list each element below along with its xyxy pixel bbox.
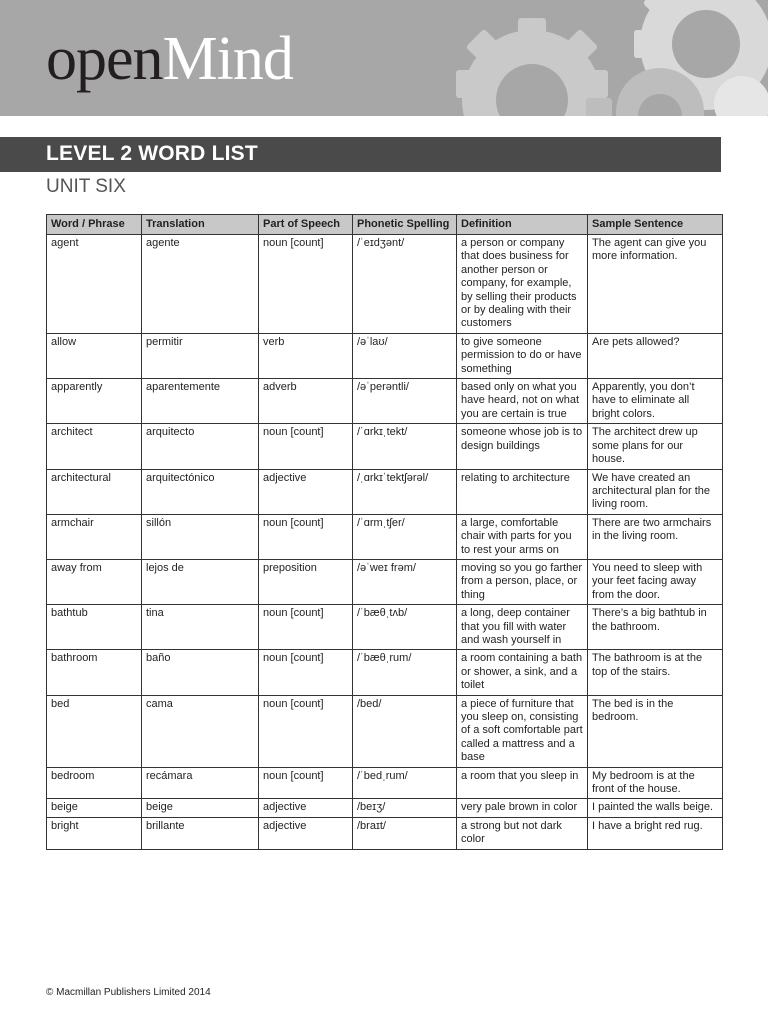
table-row (47, 235, 723, 334)
table-row (47, 424, 723, 469)
part-of-speech-cell: preposition (259, 559, 353, 604)
part-of-speech-cell: adjective (259, 469, 353, 514)
translation-cell: cama (142, 695, 259, 767)
table-row (47, 605, 723, 650)
translation-cell: arquitectónico (142, 469, 259, 514)
translation-cell: permitir (142, 333, 259, 378)
translation-cell: arquitecto (142, 424, 259, 469)
sample-sentence-cell: Apparently, you don’t have to eliminate all bright colors. (588, 379, 723, 424)
word-cell: bedroom (47, 767, 142, 799)
part-of-speech-cell: noun [count] (259, 514, 353, 559)
table-row (47, 767, 723, 799)
word-cell: bathtub (47, 605, 142, 650)
sample-sentence-cell: My bedroom is at the front of the house. (588, 767, 723, 799)
sample-sentence-cell: The bathroom is at the top of the stairs. (588, 650, 723, 695)
column-header: Definition (457, 215, 588, 235)
sample-sentence-cell: There are two armchairs in the living room. (588, 514, 723, 559)
sample-sentence-cell: The agent can give you more information. (588, 235, 723, 334)
sample-sentence-cell: I painted the walls beige. (588, 799, 723, 817)
sample-sentence-cell: The bed is in the bedroom. (588, 695, 723, 767)
word-cell: bed (47, 695, 142, 767)
definition-cell: moving so you go farther from a person, place, or thing (457, 559, 588, 604)
phonetic-cell: /ˈbedˌrum/ (353, 767, 457, 799)
openmind-logo (46, 25, 293, 93)
word-list-table (46, 214, 723, 850)
part-of-speech-cell: adjective (259, 817, 353, 849)
table-body (47, 235, 723, 850)
word-cell: agent (47, 235, 142, 334)
translation-cell: sillón (142, 514, 259, 559)
translation-cell: aparentemente (142, 379, 259, 424)
title-bar (0, 137, 721, 172)
table-row (47, 469, 723, 514)
part-of-speech-cell: noun [count] (259, 650, 353, 695)
definition-cell: a large, comfortable chair with parts for you to rest your arms on (457, 514, 588, 559)
definition-cell: someone whose job is to design buildings (457, 424, 588, 469)
part-of-speech-cell: noun [count] (259, 424, 353, 469)
phonetic-cell: /ˈbæθˌrum/ (353, 650, 457, 695)
translation-cell: tina (142, 605, 259, 650)
word-cell: apparently (47, 379, 142, 424)
column-header: Word / Phrase (47, 215, 142, 235)
word-cell: away from (47, 559, 142, 604)
sample-sentence-cell: We have created an architectural plan for the living room. (588, 469, 723, 514)
translation-cell: brillante (142, 817, 259, 849)
definition-cell: a long, deep container that you fill with water and wash yourself in (457, 605, 588, 650)
page-title: LEVEL 2 WORD LIST (46, 142, 258, 165)
translation-cell: beige (142, 799, 259, 817)
definition-cell: very pale brown in color (457, 799, 588, 817)
column-header: Part of Speech (259, 215, 353, 235)
word-cell: bathroom (47, 650, 142, 695)
logo-text-open: open (46, 25, 163, 93)
part-of-speech-cell: noun [count] (259, 235, 353, 334)
definition-cell: relating to architecture (457, 469, 588, 514)
definition-cell: a room containing a bath or shower, a sink, and a toilet (457, 650, 588, 695)
word-cell: allow (47, 333, 142, 378)
table-row (47, 799, 723, 817)
part-of-speech-cell: adverb (259, 379, 353, 424)
translation-cell: baño (142, 650, 259, 695)
translation-cell: recámara (142, 767, 259, 799)
table-row (47, 695, 723, 767)
definition-cell: to give someone permission to do or have something (457, 333, 588, 378)
sample-sentence-cell: You need to sleep with your feet facing away from the door. (588, 559, 723, 604)
phonetic-cell: /əˈlaʊ/ (353, 333, 457, 378)
part-of-speech-cell: adjective (259, 799, 353, 817)
phonetic-cell: /braɪt/ (353, 817, 457, 849)
word-cell: armchair (47, 514, 142, 559)
part-of-speech-cell: noun [count] (259, 605, 353, 650)
table-row (47, 817, 723, 849)
phonetic-cell: /əˈweɪ frəm/ (353, 559, 457, 604)
definition-cell: a room that you sleep in (457, 767, 588, 799)
phonetic-cell: /əˈperəntli/ (353, 379, 457, 424)
phonetic-cell: /ˈɑrkɪˌtekt/ (353, 424, 457, 469)
word-cell: architect (47, 424, 142, 469)
table-row (47, 379, 723, 424)
sample-sentence-cell: Are pets allowed? (588, 333, 723, 378)
definition-cell: based only on what you have heard, not on what you are certain is true (457, 379, 588, 424)
copyright-notice: © Macmillan Publishers Limited 2014 (46, 987, 211, 998)
table-row (47, 514, 723, 559)
table-header-row (47, 215, 723, 235)
column-header: Phonetic Spelling (353, 215, 457, 235)
sample-sentence-cell: There’s a big bathtub in the bathroom. (588, 605, 723, 650)
unit-subtitle: UNIT SIX (46, 176, 126, 197)
phonetic-cell: /ˈeɪdʒənt/ (353, 235, 457, 334)
part-of-speech-cell: noun [count] (259, 767, 353, 799)
table-row (47, 333, 723, 378)
phonetic-cell: /ˈɑrmˌtʃer/ (353, 514, 457, 559)
column-header: Sample Sentence (588, 215, 723, 235)
phonetic-cell: /beɪʒ/ (353, 799, 457, 817)
sample-sentence-cell: The architect drew up some plans for our house. (588, 424, 723, 469)
word-cell: architectural (47, 469, 142, 514)
translation-cell: agente (142, 235, 259, 334)
table-row (47, 559, 723, 604)
phonetic-cell: /ˈbæθˌtʌb/ (353, 605, 457, 650)
translation-cell: lejos de (142, 559, 259, 604)
sample-sentence-cell: I have a bright red rug. (588, 817, 723, 849)
column-header: Translation (142, 215, 259, 235)
word-cell: beige (47, 799, 142, 817)
definition-cell: a strong but not dark color (457, 817, 588, 849)
phonetic-cell: /bed/ (353, 695, 457, 767)
part-of-speech-cell: verb (259, 333, 353, 378)
word-cell: bright (47, 817, 142, 849)
header-banner (0, 0, 768, 116)
definition-cell: a person or company that does business for another person or company, for example, by selling their products or by dealing with their customers (457, 235, 588, 334)
part-of-speech-cell: noun [count] (259, 695, 353, 767)
phonetic-cell: /ˌɑrkɪˈtektʃərəl/ (353, 469, 457, 514)
logo-text-mind: Mind (162, 25, 293, 93)
table-row (47, 650, 723, 695)
definition-cell: a piece of furniture that you sleep on, consisting of a soft comfortable part called a mattress and a base (457, 695, 588, 767)
